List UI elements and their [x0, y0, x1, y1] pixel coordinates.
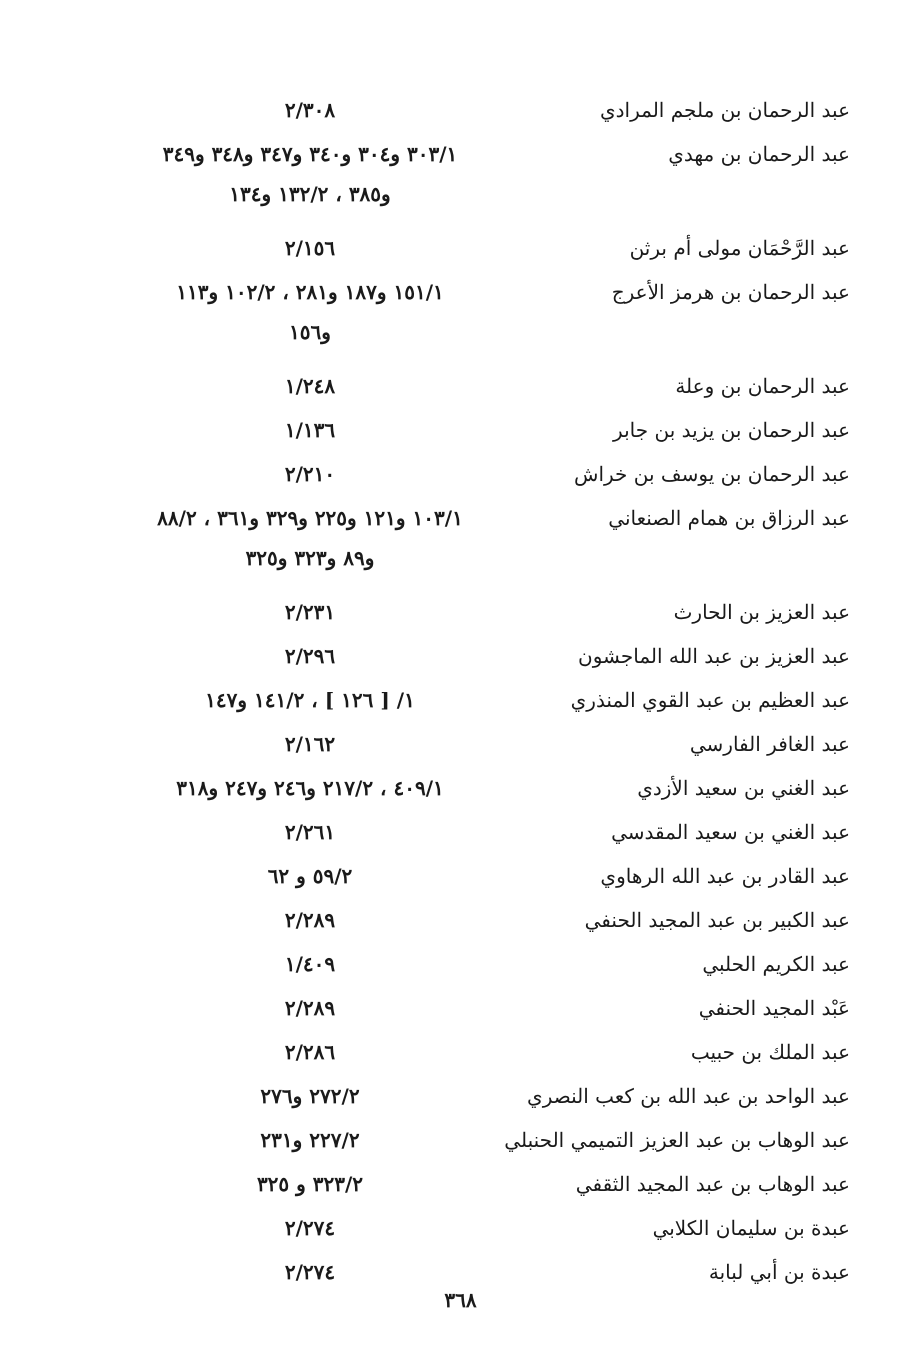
- entry-name: عبد الرَّحْمَان مولى أم برثن: [629, 236, 850, 260]
- entry-name: عبد الغافر الفارسي: [689, 732, 850, 756]
- page-reference-line: ٢/١٦٢: [284, 732, 336, 756]
- entry-page-references: [60, 1252, 560, 1292]
- index-entry: [60, 812, 850, 852]
- entry-name: عبد الرحمان بن يوسف بن خراش: [574, 462, 850, 486]
- index-entry: [60, 1120, 850, 1160]
- entry-page-references: [60, 366, 560, 406]
- entry-page-references: [60, 724, 560, 764]
- entry-page-references: [60, 988, 560, 1028]
- entry-name: عبد العزيز بن الحارث: [673, 600, 850, 624]
- page-reference-line: ١٠٣/١ و١٢١ و٢٢٥ و٣٢٩ و٣٦١ ، ٨٨/٢: [157, 506, 463, 530]
- index-entry: [60, 856, 850, 896]
- index-entry: [60, 454, 850, 494]
- index-entry: [60, 1208, 850, 1248]
- page-reference-line: ١/١٣٦: [284, 418, 336, 442]
- entry-name: عبد العزيز بن عبد الله الماجشون: [578, 644, 850, 668]
- page-reference-line: ٢٢٧/٢ و٢٣١: [260, 1128, 360, 1152]
- index-entry: [60, 1032, 850, 1072]
- page-reference-line: ١٥١/١ و١٨٧ و٢٨١ ، ١٠٢/٢ و١١٣: [176, 280, 444, 304]
- entry-name: عبد الغني بن سعيد الأزدي: [637, 776, 850, 800]
- page-reference-line: ٢/٢٩٦: [284, 644, 336, 668]
- entry-name: عبد الغني بن سعيد المقدسي: [611, 820, 850, 844]
- entry-name: عبد الرحمان بن يزيد بن جابر: [613, 418, 850, 442]
- page-reference-line: ٢/٢٧٤: [284, 1216, 336, 1240]
- page-reference-line: ٢/٢٦١: [284, 820, 336, 844]
- index-entry: [60, 900, 850, 940]
- entry-name: عبد الرحمان بن هرمز الأعرج: [611, 280, 850, 304]
- entry-name: عبد الرحمان بن ملجم المرادي: [600, 98, 850, 122]
- page-reference-line: ٢/٢٣١: [284, 600, 336, 624]
- entry-page-references: [60, 900, 560, 940]
- index-entry: [60, 592, 850, 632]
- entry-name: عبد الملك بن حبيب: [690, 1040, 850, 1064]
- entry-name: عبد الوهاب بن عبد المجيد الثقفي: [575, 1172, 850, 1196]
- page-reference-line: ٢/٢٧٤: [284, 1260, 336, 1284]
- page-reference-line: ٢/٣٠٨: [284, 98, 336, 122]
- entry-page-references: [60, 90, 560, 130]
- entry-page-references: [60, 944, 560, 984]
- entry-page-references: [60, 1032, 560, 1072]
- page-number: ٣٦٨: [444, 1288, 477, 1312]
- page-reference-line: ٥٩/٢ و ٦٢: [267, 864, 353, 888]
- entry-name: عبد الرحمان بن مهدي: [668, 142, 850, 166]
- entry-name: عبد القادر بن عبد الله الرهاوي: [600, 864, 850, 888]
- index-entry: [60, 680, 850, 720]
- page-reference-line: ٣٢٣/٢ و ٣٢٥: [256, 1172, 364, 1196]
- entry-page-references: [60, 812, 560, 852]
- entry-name: عَبْد المجيد الحنفي: [698, 996, 850, 1020]
- entry-page-references: [60, 636, 560, 676]
- index-entry: [60, 134, 850, 214]
- page-reference-line: ٤٠٩/١ ، ٢١٧/٢ و٢٤٦ و٢٤٧ و٣١٨: [176, 776, 444, 800]
- index-entry: [60, 90, 850, 130]
- entry-page-references: [60, 498, 560, 578]
- page-reference-line: و٣٨٥ ، ١٣٢/٢ و١٣٤: [229, 182, 391, 206]
- entry-page-references: [60, 592, 560, 632]
- entry-name: عبد العظيم بن عبد القوي المنذري: [570, 688, 850, 712]
- index-entry: [60, 366, 850, 406]
- index-entry: [60, 272, 850, 352]
- entry-page-references: [60, 1076, 560, 1116]
- index-entry: [60, 1076, 850, 1116]
- page-reference-line: ٢٧٢/٢ و٢٧٦: [260, 1084, 360, 1108]
- index-entry: [60, 1252, 850, 1292]
- entry-name: عبد الكبير بن عبد المجيد الحنفي: [584, 908, 850, 932]
- entry-name: عبد الوهاب بن عبد العزيز التميمي الحنبلي: [504, 1128, 850, 1152]
- index-entry: [60, 768, 850, 808]
- index-entries: [60, 90, 850, 1296]
- entry-name: عبد الواحد بن عبد الله بن كعب النصري: [527, 1084, 850, 1108]
- index-entry: [60, 988, 850, 1028]
- entry-name: عبد الرزاق بن همام الصنعاني: [608, 506, 850, 530]
- page-reference-line: ٢/٢١٠: [284, 462, 336, 486]
- index-entry: [60, 944, 850, 984]
- entry-page-references: [60, 272, 560, 352]
- page-reference-line: و١٥٦: [289, 320, 331, 344]
- page-reference-line: ٢/٢٨٦: [284, 1040, 336, 1064]
- entry-page-references: [60, 134, 560, 214]
- page-reference-line: ١/٢٤٨: [284, 374, 336, 398]
- index-entry: [60, 1164, 850, 1204]
- page-reference-line: و٨٩ و٣٢٣ و٣٢٥: [245, 546, 375, 570]
- index-entry: [60, 410, 850, 450]
- page-reference-line: ٣٠٣/١ و٣٠٤ و٣٤٠ و٣٤٧ و٣٤٨ و٣٤٩: [162, 142, 458, 166]
- entry-page-references: [60, 680, 560, 720]
- entry-page-references: [60, 1164, 560, 1204]
- page-reference-line: ١/٤٠٩: [284, 952, 336, 976]
- entry-name: عبدة بن سليمان الكلابي: [652, 1216, 850, 1240]
- entry-page-references: [60, 410, 560, 450]
- index-entry: [60, 228, 850, 268]
- index-entry: [60, 724, 850, 764]
- index-entry: [60, 498, 850, 578]
- entry-page-references: [60, 1120, 560, 1160]
- entry-name: عبدة بن أبي لبابة: [708, 1260, 850, 1284]
- entry-page-references: [60, 228, 560, 268]
- page-reference-line: ١/ [ ١٢٦ ] ، ١٤١/٢ و١٤٧: [205, 688, 415, 712]
- entry-page-references: [60, 1208, 560, 1248]
- entry-name: عبد الرحمان بن وعلة: [675, 374, 850, 398]
- page-reference-line: ٢/٢٨٩: [284, 996, 336, 1020]
- entry-name: عبد الكريم الحلبي: [702, 952, 850, 976]
- entry-page-references: [60, 856, 560, 896]
- index-entry: [60, 636, 850, 676]
- entry-page-references: [60, 454, 560, 494]
- page-reference-line: ٢/٢٨٩: [284, 908, 336, 932]
- entry-page-references: [60, 768, 560, 808]
- page-reference-line: ٢/١٥٦: [284, 236, 336, 260]
